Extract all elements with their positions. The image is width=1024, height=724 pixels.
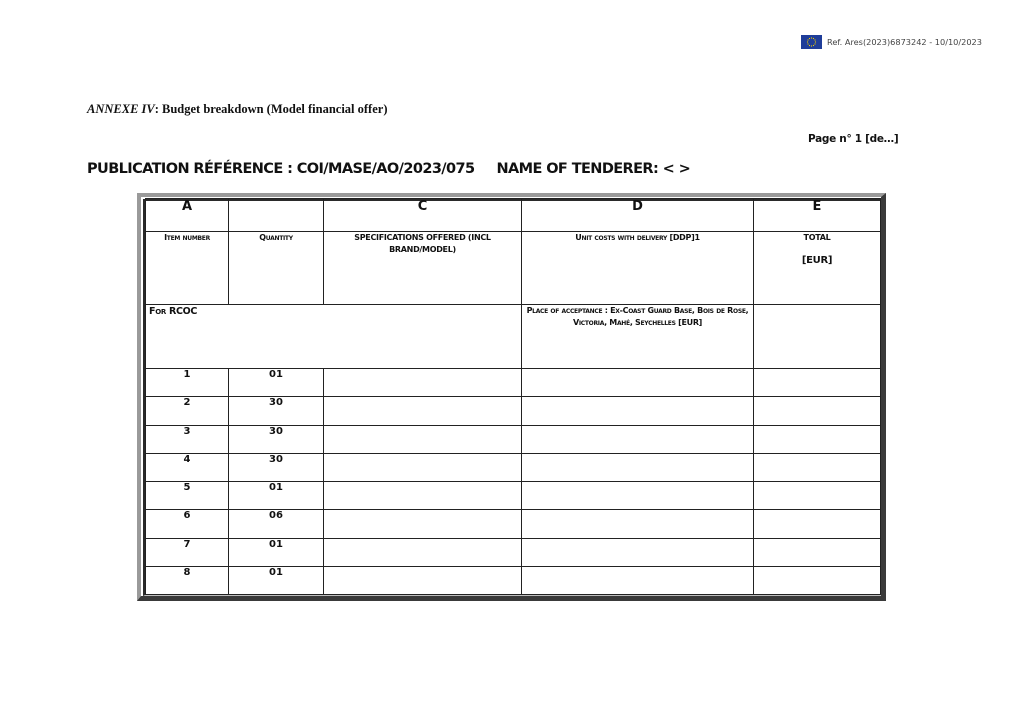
quantity: 01 bbox=[229, 482, 324, 510]
item-number: 3 bbox=[146, 425, 229, 453]
column-letter-d: D bbox=[522, 199, 754, 232]
item-number: 5 bbox=[146, 482, 229, 510]
name-of-tenderer: NAME OF TENDERER: < > bbox=[496, 161, 691, 177]
quantity: 30 bbox=[229, 397, 324, 425]
header-specifications: SPECIFICATIONS OFFERED (INCL BRAND/MODEL) bbox=[324, 232, 522, 305]
quantity: 06 bbox=[229, 510, 324, 538]
unit-cost-cell[interactable] bbox=[522, 369, 754, 397]
quantity: 01 bbox=[229, 369, 324, 397]
registry-reference-stamp bbox=[801, 35, 982, 49]
unit-cost-cell[interactable] bbox=[522, 397, 754, 425]
quantity: 30 bbox=[229, 453, 324, 481]
specs-cell[interactable] bbox=[324, 369, 522, 397]
header-quantity: Quantity bbox=[229, 232, 324, 305]
item-number: 6 bbox=[146, 510, 229, 538]
column-letter-b bbox=[229, 199, 324, 232]
total-cell[interactable] bbox=[754, 453, 881, 481]
item-number: 7 bbox=[146, 538, 229, 566]
item-number: 4 bbox=[146, 453, 229, 481]
specs-cell[interactable] bbox=[324, 482, 522, 510]
table-row bbox=[146, 482, 881, 510]
unit-cost-cell[interactable] bbox=[522, 510, 754, 538]
page-number: Page n° 1 [de…] bbox=[808, 133, 899, 145]
publication-reference: PUBLICATION RÉFÉRENCE : COI/MASE/AO/2023/075 bbox=[87, 161, 475, 177]
header-total: TOTAL bbox=[803, 233, 831, 242]
total-cell[interactable] bbox=[754, 397, 881, 425]
specs-cell[interactable] bbox=[324, 510, 522, 538]
place-of-acceptance: Place of acceptance : Ex-Coast Guard Base, Bois de Rose, Victoria, Mahé, Seychelles [EUR] bbox=[522, 305, 754, 369]
total-cell[interactable] bbox=[754, 369, 881, 397]
unit-cost-cell[interactable] bbox=[522, 538, 754, 566]
specs-cell[interactable] bbox=[324, 425, 522, 453]
item-number: 8 bbox=[146, 567, 229, 595]
total-cell[interactable] bbox=[754, 482, 881, 510]
annex-title bbox=[87, 102, 387, 117]
total-cell[interactable] bbox=[754, 510, 881, 538]
header-total-currency: [EUR] bbox=[801, 255, 833, 266]
item-number: 2 bbox=[146, 397, 229, 425]
section-total-cell[interactable] bbox=[754, 305, 881, 369]
quantity: 01 bbox=[229, 538, 324, 566]
total-cell[interactable] bbox=[754, 425, 881, 453]
quantity: 30 bbox=[229, 425, 324, 453]
table-row bbox=[146, 369, 881, 397]
specs-cell[interactable] bbox=[324, 397, 522, 425]
column-letter-e: E bbox=[754, 199, 881, 232]
quantity: 01 bbox=[229, 567, 324, 595]
unit-cost-cell[interactable] bbox=[522, 453, 754, 481]
header-unit-costs: Unit costs with delivery [DDP]1 bbox=[522, 232, 754, 305]
specs-cell[interactable] bbox=[324, 453, 522, 481]
unit-cost-cell[interactable] bbox=[522, 567, 754, 595]
table-row bbox=[146, 567, 881, 595]
table-row bbox=[146, 510, 881, 538]
unit-cost-cell[interactable] bbox=[522, 482, 754, 510]
unit-cost-cell[interactable] bbox=[522, 425, 754, 453]
header-item-number: Item number bbox=[146, 232, 229, 305]
total-cell[interactable] bbox=[754, 538, 881, 566]
column-letter-a: A bbox=[146, 199, 229, 232]
column-letter-c: C bbox=[324, 199, 522, 232]
budget-breakdown-table bbox=[145, 198, 881, 595]
specs-cell[interactable] bbox=[324, 538, 522, 566]
column-letter-row bbox=[146, 199, 881, 232]
header-total-cell bbox=[754, 232, 881, 305]
table-row bbox=[146, 453, 881, 481]
annex-title-text: : Budget breakdown (Model financial offer) bbox=[154, 102, 388, 116]
publication-reference-line bbox=[87, 161, 690, 177]
item-number: 1 bbox=[146, 369, 229, 397]
annex-prefix: ANNEXE IV bbox=[87, 102, 155, 116]
table-row bbox=[146, 397, 881, 425]
specs-cell[interactable] bbox=[324, 567, 522, 595]
section-row-rcoc bbox=[146, 305, 881, 369]
eu-flag-icon bbox=[801, 35, 822, 49]
column-header-row bbox=[146, 232, 881, 305]
table-row bbox=[146, 538, 881, 566]
section-label: For RCOC bbox=[146, 305, 522, 369]
total-cell[interactable] bbox=[754, 567, 881, 595]
table-row bbox=[146, 425, 881, 453]
registry-reference-text: Ref. Ares(2023)6873242 - 10/10/2023 bbox=[827, 37, 982, 47]
